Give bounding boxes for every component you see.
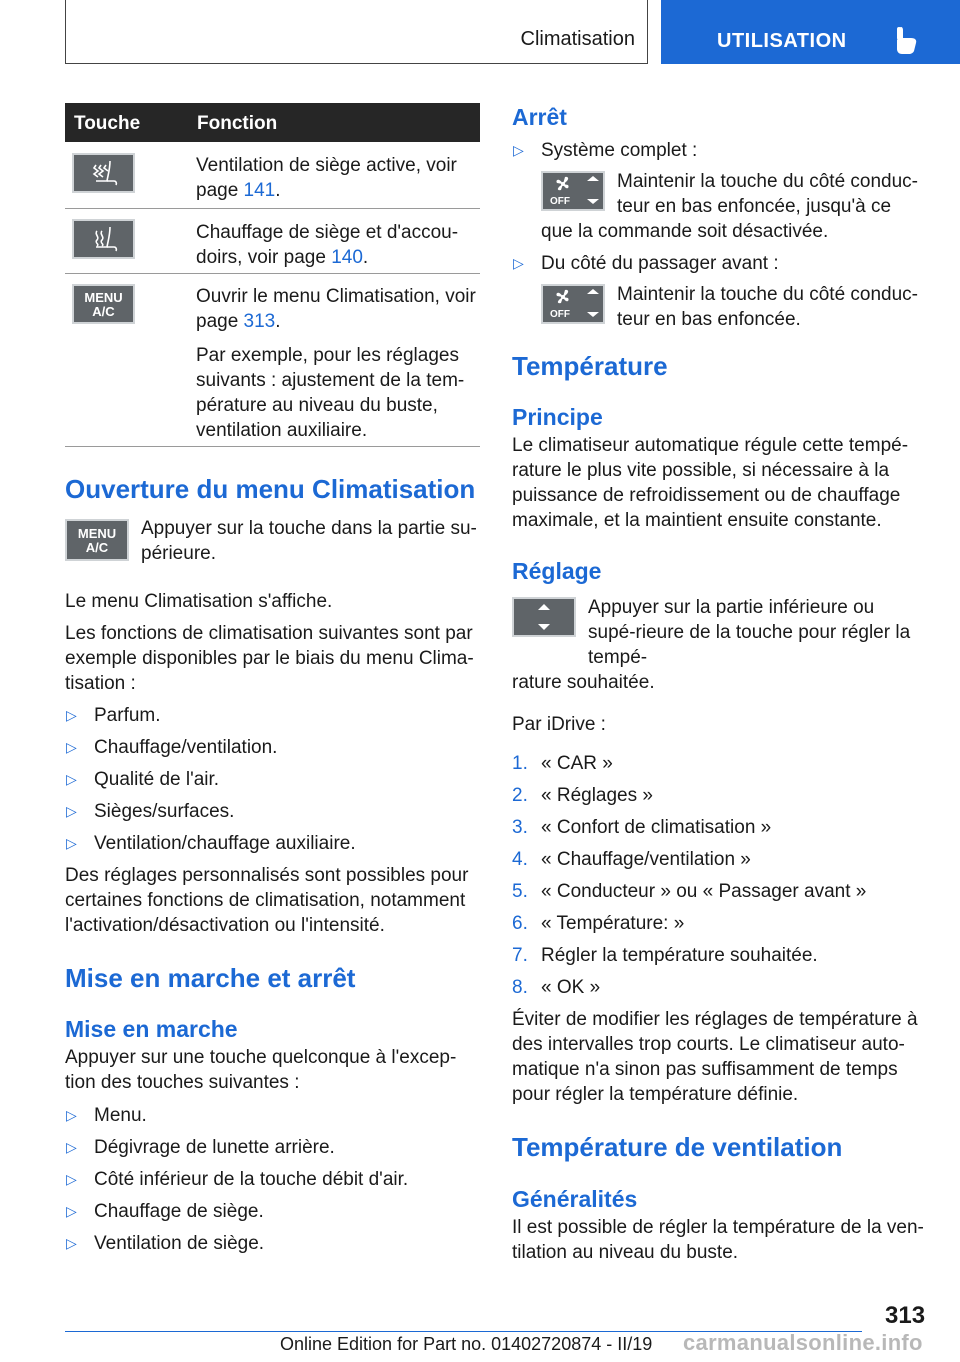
off-key-label: OFF — [550, 309, 570, 320]
fan-off-key-icon — [541, 171, 605, 211]
step-text: « Température: » — [541, 913, 685, 934]
key-label-ac: A/C — [85, 540, 109, 555]
setting-continuation: rature souhaitée. — [512, 672, 655, 693]
page-link[interactable]: 141 — [243, 180, 276, 201]
step-text: Régler la température souhaitée. — [541, 945, 818, 966]
triangle-bullet-icon: ▷ — [66, 835, 77, 851]
heading-open-menu: Ouverture du menu Climatisation — [65, 474, 476, 504]
triangle-bullet-icon: ▷ — [66, 707, 77, 723]
menu-key-text: Appuyer sur la touche dans la partie su-périeure. — [141, 518, 477, 564]
triangle-bullet-icon: ▷ — [66, 1171, 77, 1187]
list-item — [512, 847, 927, 872]
header-section-title: Climatisation — [520, 28, 635, 50]
list-item-text: Sièges/surfaces. — [94, 801, 235, 822]
list-item-text: Chauffage de siège. — [94, 1201, 264, 1222]
list-item — [512, 943, 927, 968]
heading-general: Généralités — [512, 1186, 638, 1212]
list-item — [512, 879, 927, 904]
list-item-text: Dégivrage de lunette arrière. — [94, 1137, 335, 1158]
list-item — [65, 735, 480, 760]
heading-on-off: Mise en marche et arrêt — [65, 963, 356, 993]
list-item — [65, 799, 480, 824]
step-number: 2. — [512, 785, 528, 806]
heading-switch-on: Mise en marche — [65, 1016, 238, 1042]
table-row-suffix: . — [275, 311, 281, 332]
step-text: « Confort de climatisation » — [541, 817, 772, 838]
off-key-label: OFF — [550, 196, 570, 207]
footer-edition: Online Edition for Part no. 01402720874 - II/19 — [280, 1334, 653, 1354]
step-number: 7. — [512, 945, 528, 966]
list-item — [65, 1231, 480, 1256]
seat-ventilation-icon — [72, 153, 135, 193]
list-item — [512, 783, 927, 808]
table-header-key: Touche — [74, 113, 141, 134]
key-label-ac: A/C — [92, 304, 115, 319]
table-header — [65, 103, 480, 142]
temperature-updown-key-icon — [512, 597, 576, 637]
heading-vent-temperature: Température de ventilation — [512, 1132, 843, 1162]
paragraph: Le climatiseur automatique régule cette tempé-rature le plus vite possible, si nécessaire à la puissance de refroidissement ou de chauffage maximale, et la maintient ensuite constante. — [512, 435, 909, 531]
triangle-bullet-icon: ▷ — [66, 1203, 77, 1219]
triangle-bullet-icon: ▷ — [66, 739, 77, 755]
off1-key-text: Maintenir la touche du côté conduc-teur en bas enfoncée, jusqu'à ce — [617, 171, 919, 217]
step-number: 8. — [512, 977, 528, 998]
header-section-box — [65, 0, 648, 64]
table-header-function: Fonction — [197, 113, 278, 134]
list-item — [65, 703, 480, 728]
table-row — [65, 142, 480, 209]
heading-setting: Réglage — [512, 558, 602, 584]
list-item-text: Ventilation de siège. — [94, 1233, 265, 1254]
menu-ac-key-icon — [65, 519, 129, 561]
paragraph: Éviter de modifier les réglages de température à des intervalles trop courts. Le climatiseur auto-matique n'a sinon pas suffisamment de temps pour régler la température définie. — [512, 1009, 918, 1105]
table-row-suffix: . — [362, 247, 369, 268]
step-text: « OK » — [541, 977, 601, 998]
menu-key-instruction — [65, 516, 480, 566]
list-item — [512, 138, 927, 244]
triangle-bullet-icon: ▷ — [513, 142, 524, 158]
table-row-text: Ventilation de siège active, voir page — [196, 155, 457, 201]
list-item-text: Chauffage/ventilation. — [94, 737, 278, 758]
list-item — [512, 975, 927, 1000]
step-text: « Chauffage/ventilation » — [541, 849, 751, 870]
list-item-text: Système complet : — [541, 140, 698, 161]
step-number: 6. — [512, 913, 528, 934]
fan-off-key-icon — [541, 284, 605, 324]
list-item — [65, 1103, 480, 1128]
step-text: « Réglages » — [541, 785, 653, 806]
key-label-menu: MENU — [84, 290, 123, 305]
step-number: 5. — [512, 881, 528, 902]
triangle-bullet-icon: ▷ — [66, 1139, 77, 1155]
list-item — [65, 831, 480, 856]
heading-switch-off: Arrêt — [512, 104, 567, 130]
page-link[interactable]: 140 — [331, 247, 363, 268]
paragraph: Le menu Climatisation s'affiche. — [65, 591, 333, 612]
table-row-text: Chauffage de siège et d'accou-doirs, voir page — [196, 222, 459, 268]
list-item — [65, 1135, 480, 1160]
table-row-extra: Par exemple, pour les réglages suivants : ajustement de la tem-pérature au niveau du buste, ventilation auxiliaire. — [196, 345, 465, 441]
table-row — [65, 274, 480, 447]
bullet-list — [65, 1103, 480, 1256]
list-item — [512, 815, 927, 840]
heading-principle: Principe — [512, 404, 603, 430]
pointing-hand-icon — [893, 26, 919, 59]
left-column — [65, 103, 480, 1263]
step-number: 1. — [512, 753, 528, 774]
page-number: 313 — [885, 1302, 926, 1329]
right-column — [512, 103, 927, 1265]
list-item-text: Parfum. — [94, 705, 161, 726]
step-number: 3. — [512, 817, 528, 838]
table-row — [65, 209, 480, 274]
step-number: 4. — [512, 849, 528, 870]
page-link[interactable]: 313 — [243, 311, 276, 332]
list-item — [512, 911, 927, 936]
header-chapter-tab — [661, 0, 960, 64]
list-item-text: Menu. — [94, 1105, 147, 1126]
paragraph: Il est possible de régler la température de la ven-tilation au niveau du buste. — [512, 1217, 924, 1263]
table-row-suffix: . — [275, 180, 281, 201]
heading-temperature: Température — [512, 351, 668, 381]
triangle-bullet-icon: ▷ — [66, 771, 77, 787]
bullet-list — [512, 138, 927, 332]
step-text: « CAR » — [541, 753, 613, 774]
list-item — [65, 767, 480, 792]
paragraph: Des réglages personnalisés sont possibles pour certaines fonctions de climatisation, notamment l'activation/désactivation ou l'intensité. — [65, 865, 469, 936]
table-row-text: Ouvrir le menu Climatisation, voir page — [196, 286, 476, 332]
off2-key-text: Maintenir la touche du côté conduc-teur en bas enfoncée. — [617, 284, 919, 330]
list-item-text: Côté inférieur de la touche débit d'air. — [94, 1169, 409, 1190]
header-chapter-title: UTILISATION — [717, 30, 847, 52]
list-item — [512, 751, 927, 776]
list-item — [65, 1167, 480, 1192]
step-text: « Conducteur » ou « Passager avant » — [541, 881, 867, 902]
seat-heating-icon — [72, 219, 135, 259]
triangle-bullet-icon: ▷ — [513, 255, 524, 271]
paragraph: Par iDrive : — [512, 714, 606, 735]
paragraph: Les fonctions de climatisation suivantes sont par exemple disponibles par le biais du menu Clima-tisation : — [65, 623, 474, 694]
list-item — [512, 251, 927, 332]
setting-key-text: Appuyer sur la partie inférieure ou supé-rieure de la touche pour régler la tempé- — [588, 597, 911, 668]
list-item — [65, 1199, 480, 1224]
paragraph: Appuyer sur une touche quelconque à l'excep-tion des touches suivantes : — [65, 1047, 457, 1093]
triangle-bullet-icon: ▷ — [66, 803, 77, 819]
watermark: carmanualsonline.info — [683, 1330, 923, 1355]
menu-ac-key-icon — [72, 284, 135, 324]
off1-continuation: que la commande soit désactivée. — [541, 221, 829, 242]
triangle-bullet-icon: ▷ — [66, 1107, 77, 1123]
list-item-text: Du côté du passager avant : — [541, 253, 779, 274]
list-item-text: Ventilation/chauffage auxiliaire. — [94, 833, 356, 854]
idrive-steps — [512, 751, 927, 1000]
bullet-list — [65, 703, 480, 856]
setting-key-instruction — [512, 595, 927, 670]
list-item-text: Qualité de l'air. — [94, 769, 220, 790]
triangle-bullet-icon: ▷ — [66, 1235, 77, 1251]
key-label-menu: MENU — [77, 526, 117, 541]
